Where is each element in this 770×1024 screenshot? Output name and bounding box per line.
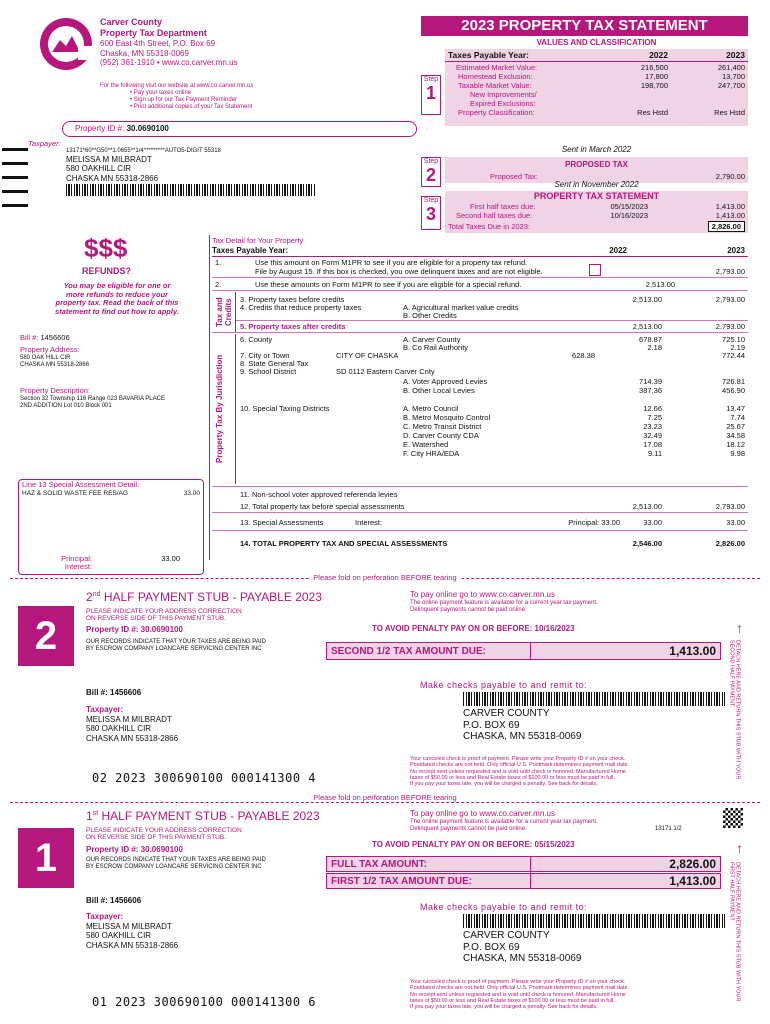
values-year-row: Taxes Payable Year: 2022 2023 [448,50,745,60]
stub1-penalty: TO AVOID PENALTY PAY ON OR BEFORE: 05/15/2023 [372,840,575,849]
website-note: For the following visit our website at www.co.carver.mn.us • Pay your taxes online • Sign up for our Tax Payment Reminder • Print additional copies of your Tax Statement [100,83,254,110]
stub2-title: 2nd HALF PAYMENT STUB - PAYABLE 2023 [86,590,322,604]
refunds-heading: REFUNDS? [82,266,131,276]
jurisdiction-vertical-label: Property Tax By Jurisdiction [215,354,224,464]
stub1-qr-code [723,808,743,828]
fold-instruction-2: Please fold on perforation BEFORE tearing [0,794,770,803]
stub1-amount-due: FIRST 1/2 TAX AMOUNT DUE: 1,413.00 [326,873,721,889]
line-5: 5. Property taxes after credits 2,513.00 2,793.00 [240,322,745,331]
stub1-detach-text: DETACH HERE AND RETURN THIS STUB WITH YOUR FIRST HALF PAYMENT [728,862,741,1002]
value-row: New Improvements/ [470,90,537,99]
dollar-signs: $$$ [84,233,128,263]
stub2-number: 2 [18,606,74,666]
line-11: 11. Non-school voter approved referenda levies [240,490,398,499]
jurisdiction-row: B. Other Local Levies 387.36 456.90 [403,386,745,395]
value-row: Homestead Exclusion: 17,800 13,700 [458,72,745,81]
statement-title: 2023 PROPERTY TAX STATEMENT [421,16,748,36]
line-3: 3. Property taxes before credits 2,513.00 2,793.00 [240,295,745,304]
stub2-remit-address: CARVER COUNTY P.O. BOX 69 CHASKA, MN 55318-0069 [463,708,582,742]
jurisdiction-row: D. Carver County CDA 32.49 34.58 [403,431,745,440]
stub1-online[interactable]: To pay online go to www.co.carver.mn.us [410,809,555,818]
county-name: Carver County Property Tax Department [100,17,207,38]
jurisdiction-row: 8. State General Tax [240,359,309,368]
total-due-row: Total Taxes Due in 2023: 2,826.00 [448,221,745,232]
line-14: 14. TOTAL PROPERTY TAX AND SPECIAL ASSESSMENTS 2,546.00 2,826.00 [240,539,745,548]
delinquent-checkbox[interactable] [589,264,601,276]
credits-vertical-label: Tax and Credits [215,297,233,327]
jurisdiction-row: E. Watershed 17.08 18.12 [403,440,745,449]
stub1-escrow: OUR RECORDS INDICATE THAT YOUR TAXES ARE BEING PAID BY ESCROW COMPANY LOANCARE SERVICING CENTER INC [86,857,266,870]
line13-item: HAZ & SOLID WASTE FEE RES/AG 33.00 [22,490,200,497]
stub2-remit-barcode [463,692,725,706]
taxpayer-block: 13171*60**G50**1.0655**1/4*********AUTO5-DIGIT 55318 MELISSA M MILBRADT 580 OAKHILL CIR CHASKA MN 55318-2866 [66,148,221,184]
step-2: Step 2 [421,157,441,187]
second-half-row: Second half taxes due: 10/16/2023 1,413.00 [456,211,745,220]
stub1-online-note: The online payment feature is available for a current year tax payment. Delinquent payments cannot be paid online. [410,819,598,832]
jurisdiction-row: F. City HRA/EDA 9.11 9.98 [403,449,745,458]
stub2-penalty: TO AVOID PENALTY PAY ON OR BEFORE: 10/16/2023 [372,624,575,633]
fold-instruction-1: Please fold on perforation BEFORE tearing [0,574,770,583]
stub1-remit-address: CARVER COUNTY P.O. BOX 69 CHASKA, MN 55318-0069 [463,930,582,964]
property-address: Property Address: 580 OAK HILL CIR CHASKA MN 55318-2866 [20,345,90,368]
stub1-full-amount: FULL TAX AMOUNT: 2,826.00 [326,856,721,872]
ptax-title: PROPERTY TAX STATEMENT [533,191,660,201]
stub1-remit-barcode [463,914,725,928]
line-2: 2. Use these amounts on Form M1PR to see if you are eligible for a special refund. 2,513.00 [215,280,675,289]
stub2-online[interactable]: To pay online go to www.co.carver.mn.us [410,590,555,599]
value-row: Taxable Market Value: 198,700 247,700 [458,81,745,90]
line-4: 4. Credits that reduce property taxes A. Agricultural market value credits [240,303,519,312]
refund-note: You may be eligible for one or more refunds to reduce your property tax. Read the back of this statement to find out how to apply. [55,281,179,316]
sent-march: Sent in March 2022 [561,145,632,154]
stub2-bill: Bill #: 1456606 [86,688,142,697]
detail-title: Tax Detail for Your Property [212,236,304,245]
jurisdiction-row: A. Voter Approved Levies 714.39 726.81 [403,377,745,386]
detail-year-row: Taxes Payable Year: 2022 2023 [212,246,745,255]
stub2-property-id: Property ID #: 30.0690100 [86,625,183,634]
stub1-bill: Bill #: 1456606 [86,896,142,905]
stub2-online-note: The online payment feature is available for a current year tax payment. Delinquent payments cannot be paid online. [410,600,598,613]
values-title: VALUES AND CLASSIFICATION [536,38,657,47]
first-half-row: First half taxes due: 05/15/2023 1,413.00 [470,202,745,211]
jurisdiction-row: 10. Special Taxing Districts A. Metro Council 12.66 13.47 [240,404,745,413]
stub1-title: 1st HALF PAYMENT STUB - PAYABLE 2023 [86,809,320,823]
step-1: Step 1 [421,75,441,115]
jurisdiction-row: B. Co Rail Authority 2.18 2.19 [403,343,745,352]
line13-principal: Principal: 33.00 [61,554,180,563]
line-1: 1. Use this amount on Form M1PR to see if you are eligible for a property tax refund. File by August 15. If this box is checked, you owe delinquent taxes and are not eligible. [215,258,543,276]
line-13: 13. Special Assessments Interest: Principal: 33.00 33.00 33.00 [240,518,745,527]
stub2-detach-text: DETACH HERE AND RETURN THIS STUB WITH YOUR SECOND HALF PAYMENT [728,640,741,780]
value-row: Estimated Market Value: 216,500 261,400 [456,63,745,72]
bill-number: Bill #: 1456606 [20,333,70,342]
value-row: Property Classification: Res Hstd Res Hstd [458,108,745,117]
stub1-scanline: 01 2023 300690100 000141300 6 [92,995,317,1009]
line-1-value: 2,793.00 [715,267,745,276]
stub2-amount-due: SECOND 1/2 TAX AMOUNT DUE: 1,413.00 [326,642,721,660]
sent-november: Sent in November 2022 [554,180,639,189]
line13-interest: Interest: [64,562,92,571]
line13-label: Line 13 Special Assessment Detail: [22,480,140,489]
stub2-scanline: 02 2023 300690100 000141300 4 [92,771,317,785]
mail-marks [2,148,28,218]
county-seal-logo [38,16,94,72]
stub2-payable-to: Make checks payable to and remit to: [420,680,588,690]
stub1-taxpayer: Taxpayer: MELISSA M MILBRADT 580 OAKHILL CIR CHASKA MN 55318-2866 [86,912,179,950]
stub1-sequence: 13171 1/2 [655,826,682,832]
postal-barcode [66,184,316,196]
stub1-fine-print: Your canceled check is proof of payment. Please write your Property ID # on your check. Postdated checks are not held. Only official U.S. Postmark determines payment mail date. No receipt sent unless requested and is void until check is honored. Manufactured Home taxes of $50.00 or less and Real Estate taxes of $100.00 or less must be paid in full. If you pay your taxes late, you will be charged a penalty. See back for details. [410,979,630,1011]
stub2-taxpayer: Taxpayer: MELISSA M MILBRADT 580 OAKHILL CIR CHASKA MN 55318-2866 [86,705,179,743]
stub1-address-note: PLEASE INDICATE YOUR ADDRESS CORRECTION ON REVERSE SIDE OF THIS PAYMENT STUB. [86,827,242,842]
line-4b: B. Other Credits [403,311,457,320]
jurisdiction-row: 9. School District SD 0112 Eastern Carver Cnty [240,367,435,376]
stub1-property-id: Property ID #: 30.0690100 [86,845,183,854]
stub2-detach-arrow: ↑ [736,620,743,636]
stub2-escrow: OUR RECORDS INDICATE THAT YOUR TAXES ARE BEING PAID BY ESCROW COMPANY LOANCARE SERVICING CENTER INC [86,639,266,652]
stub2-address-note: PLEASE INDICATE YOUR ADDRESS CORRECTION ON REVERSE SIDE OF THIS PAYMENT STUB. [86,608,242,623]
property-description: Property Description: Section 32 Township 116 Range 023 BAVARIA PLACE 2ND ADDITION Lot 010 Block 001 [20,386,165,409]
stub1-payable-to: Make checks payable to and remit to: [420,902,588,912]
jurisdiction-row: 6. County A. Carver County 678.87 725.10 [240,335,745,344]
stub1-number: 1 [18,828,74,888]
proposed-title: PROPOSED TAX [565,160,628,169]
proposed-row: Proposed Tax: 2,790.00 [490,172,745,181]
stub2-fine-print: Your canceled check is proof of payment. Please write your Property ID # on your check. Postdated checks are not held. Only official U.S. Postmark determines payment mail date. No receipt sent unless requested and is void until check is honored. Manufactured Home taxes of $50.00 or less and Real Estate taxes of $100.00 or less must be paid in full. If you pay your taxes late, you will be charged a penalty. See back for details. [410,756,630,788]
line-12: 12. Total property tax before special assessments 2,513.00 2,793.00 [240,502,745,511]
county-address: 600 East 4th Street, P.O. Box 69 Chaska, MN 55318-0069 (952) 361-1910 • www.co.carver.mn.us [100,39,238,68]
property-id-box: Property ID #: 30.0690100 [62,121,417,137]
jurisdiction-row: 7. City or Town CITY OF CHASKA 628.38 772.44 [240,351,745,360]
taxpayer-label: Taxpayer: [28,139,61,148]
step-3: Step 3 [421,196,441,230]
value-row: Expired Exclusions: [470,99,536,108]
jurisdiction-row: B. Metro Mosquito Control 7.25 7.74 [403,413,745,422]
jurisdiction-row: C. Metro Transit District 23.23 25.67 [403,422,745,431]
stub1-detach-arrow: ↑ [736,840,743,856]
